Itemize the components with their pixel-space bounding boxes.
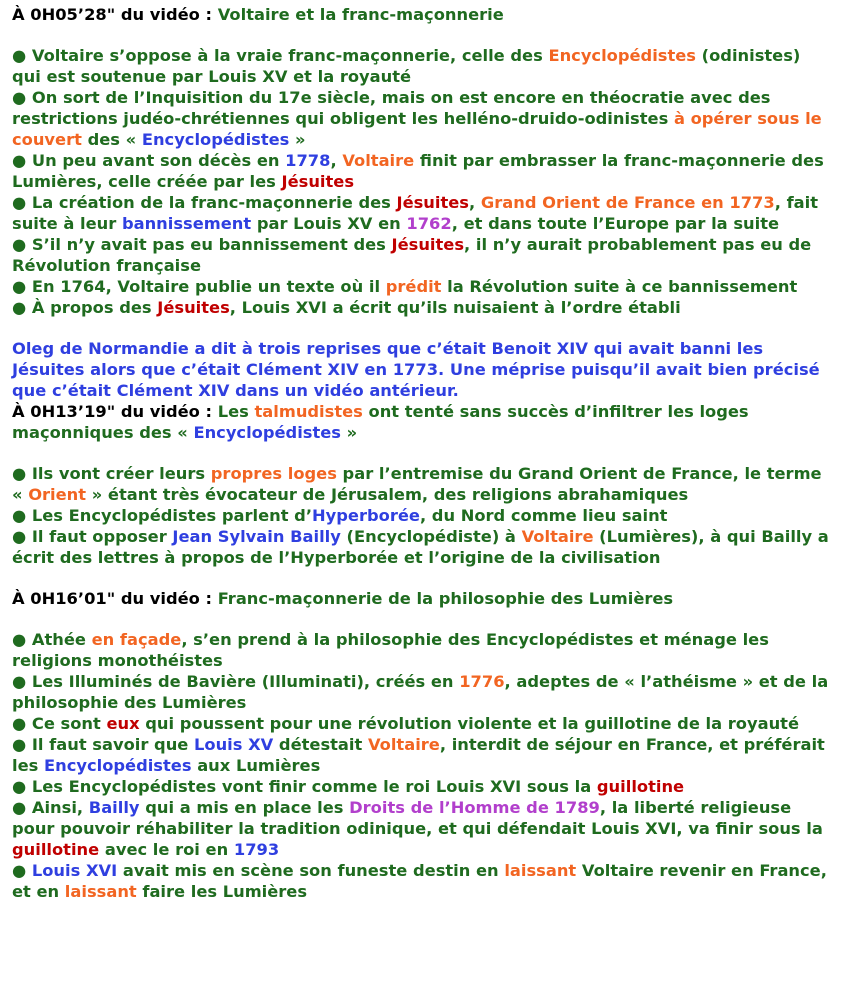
bullet-item: ● Il faut opposer Jean Sylvain Bailly (Encyclopédiste) à Voltaire (Lumières), à qui Bailly a écrit des lettres à propos de l’Hyperborée et l’origine de la civilisation: [12, 527, 829, 567]
highlight: Louis XVI: [31, 861, 118, 880]
bullet-item: ● Athée en façade, s’en prend à la philosophie des Encyclopédistes et ménage les religions monothéistes: [12, 630, 769, 670]
section-title: Voltaire et la franc-maçonnerie: [212, 5, 504, 24]
highlight: laissant: [504, 861, 577, 880]
highlight: Jean Sylvain Bailly: [172, 527, 341, 546]
highlight: 1793: [233, 840, 280, 859]
bullet-item: ● S’il n’y avait pas eu bannissement des Jésuites, il n’y aurait probablement pas eu de Révolution française: [12, 235, 812, 275]
bullet-item: ● La création de la franc-maçonnerie des Jésuites, Grand Orient de France en 1773, fait suite à leur bannissement par Louis XV en 1762, et dans toute l’Europe par la suite: [12, 193, 819, 233]
bullet-item: ● Voltaire s’oppose à la vraie franc-maçonnerie, celle des Encyclopédistes (odinistes) qui est soutenue par Louis XV et la royauté: [12, 46, 801, 86]
bullet-item: ● Les Encyclopédistes vont finir comme le roi Louis XVI sous la guillotine: [12, 777, 685, 796]
highlight: propres loges: [210, 464, 337, 483]
highlight: Encyclopédistes: [43, 756, 192, 775]
section-title: Franc-maçonnerie de la philosophie des Lumières: [212, 589, 674, 608]
bullet-item: ● Un peu avant son décès en 1778, Voltaire finit par embrasser la franc-maçonnerie des Lumières, celle créée par les Jésuites: [12, 151, 824, 191]
bullet-item: ● Il faut savoir que Louis XV détestait Voltaire, interdit de séjour en France, et préférait les Encyclopédistes aux Lumières: [12, 735, 825, 775]
highlight: Hyperborée: [312, 506, 420, 525]
highlight: 1776: [459, 672, 505, 691]
bullet-item: ● À propos des Jésuites, Louis XVI a écrit qu’ils nuisaient à l’ordre établi: [12, 298, 681, 317]
highlight: Jésuites: [281, 172, 355, 191]
highlight: à opérer sous le couvert: [12, 109, 822, 149]
section-1-bullets: [12, 45, 832, 318]
highlight: prédit: [385, 277, 442, 296]
bullet-item: ● En 1764, Voltaire publie un texte où il prédit la Révolution suite à ce bannissement: [12, 277, 798, 296]
highlight: talmudistes: [254, 402, 363, 421]
highlight: Grand Orient de France en 1773: [480, 193, 775, 212]
bullet-item: ● Ce sont eux qui poussent pour une révolution violente et la guillotine de la royauté: [12, 714, 800, 733]
highlight: Encyclopédistes: [141, 130, 290, 149]
highlight: Orient: [28, 485, 87, 504]
timestamp: À 0H16’01" du vidéo :: [12, 589, 213, 608]
section-3-heading: [12, 588, 832, 609]
highlight: Jésuites: [396, 193, 469, 212]
bullet-item: ● Louis XVI avait mis en scène son funeste destin en laissant Voltaire revenir en France, et en laissant faire les Lumières: [12, 861, 827, 901]
bullet-item: ● Les Illuminés de Bavière (Illuminati), créés en 1776, adeptes de « l’athéisme » et de la philosophie des Lumières: [12, 672, 829, 712]
section-3-bullets: [12, 629, 832, 902]
bullet-item: ● Ainsi, Bailly qui a mis en place les Droits de l’Homme de 1789, la liberté religieuse pour pouvoir réhabiliter la tradition odinique, et qui défendait Louis XVI, va finir sous la guillotine avec le roi en 1793: [12, 798, 823, 859]
highlight: guillotine: [596, 777, 685, 796]
highlight: laissant: [64, 882, 137, 901]
highlight: Louis XV: [194, 735, 274, 754]
highlight: Voltaire: [367, 735, 440, 754]
highlight: Encyclopédistes: [193, 423, 341, 442]
section-1-heading: [12, 4, 832, 25]
highlight: Jésuites: [157, 298, 230, 317]
highlight: Droits de l’Homme de 1789: [349, 798, 600, 817]
highlight: Bailly: [88, 798, 140, 817]
bullet-item: ● Ils vont créer leurs propres loges par l’entremise du Grand Orient de France, le terme « Orient » étant très évocateur de Jérusalem, des religions abrahamiques: [12, 464, 822, 504]
highlight: en façade: [91, 630, 182, 649]
highlight: Voltaire: [342, 151, 415, 170]
highlight: bannissement: [121, 214, 252, 233]
timestamp: À 0H05’28" du vidéo :: [12, 5, 213, 24]
section-2-heading: À 0H13’19" du vidéo : Les talmudistes ont tenté sans succès d’infiltrer les loges maçonniques des « Encyclopédistes »: [12, 402, 749, 442]
highlight: 1762: [406, 214, 452, 233]
timestamp: À 0H13’19" du vidéo :: [12, 402, 213, 421]
highlight: eux: [106, 714, 140, 733]
highlight: 1778: [285, 151, 331, 170]
highlight: Jésuites: [391, 235, 465, 254]
section-2-bullets: [12, 463, 832, 568]
bullet-item: ● On sort de l’Inquisition du 17e siècle, mais on est encore en théocratie avec des restrictions judéo-chrétiennes qui obligent les helléno-druido-odinistes à opérer sous le couvert des « Encyclopédistes »: [12, 88, 822, 149]
highlight: Voltaire: [521, 527, 594, 546]
bullet-item: ● Les Encyclopédistes parlent d’Hyperborée, du Nord comme lieu saint: [12, 506, 668, 525]
correction-note: Oleg de Normandie a dit à trois reprises que c’était Benoit XIV qui avait banni les Jésuites alors que c’était Clément XIV en 1773. Une méprise puisqu’il avait bien précisé que c’était Clément XIV dans un vidéo antérieur.: [12, 339, 820, 400]
highlight: guillotine: [12, 840, 100, 859]
highlight: Encyclopédistes: [548, 46, 696, 65]
